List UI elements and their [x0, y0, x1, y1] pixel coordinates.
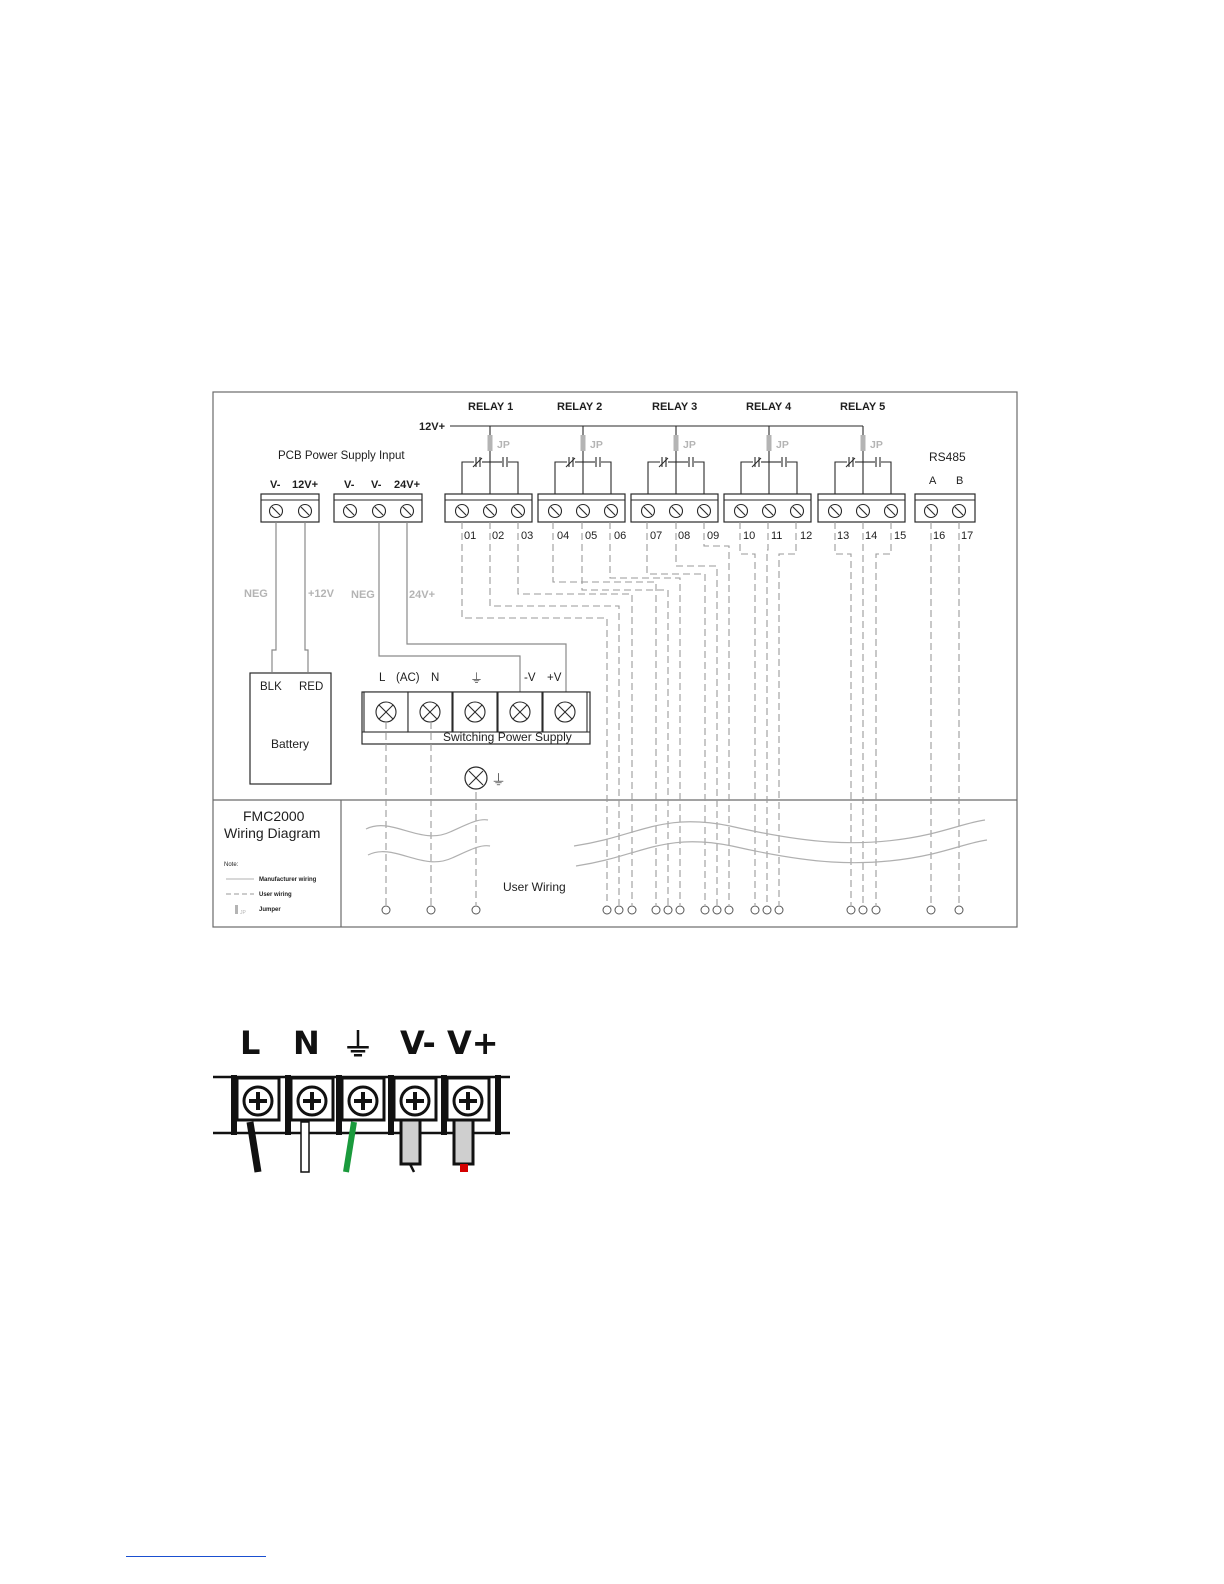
- detail-label-l: L: [240, 1024, 261, 1062]
- user-wire-13: [835, 522, 851, 905]
- psu-label-plus-v: +V: [547, 672, 562, 684]
- detail-wire-n: [301, 1122, 309, 1172]
- user-wire-12-end: [775, 906, 783, 914]
- user-wire-05-end: [664, 906, 672, 914]
- user-wire-05: [582, 522, 668, 905]
- wire-label-plus12: +12V: [308, 588, 334, 600]
- battery-blk-label: BLK: [260, 681, 282, 693]
- terminal-detail: [213, 1024, 510, 1172]
- legend-jumper-tag: JP: [240, 910, 246, 916]
- psu-label-ac: (AC): [396, 672, 420, 684]
- psu-label-l: L: [379, 672, 386, 684]
- terminal-number-03: 03: [521, 530, 534, 542]
- rs485-title: RS485: [929, 450, 966, 464]
- user-wire-15: [876, 522, 891, 905]
- relay-5-nc-slash: [846, 458, 855, 467]
- battery-label: Battery: [271, 737, 310, 751]
- terminal-number-15: 15: [894, 530, 907, 542]
- user-wire-15-end: [872, 906, 880, 914]
- relay-2-nc-slash: [566, 458, 575, 467]
- rail-label: 12V+: [419, 421, 445, 433]
- relay-3-jumper-label: JP: [683, 439, 696, 451]
- pcb-right-label-0: V-: [344, 479, 355, 491]
- psu-label: Switching Power Supply: [443, 730, 572, 744]
- battery-red-label: RED: [299, 681, 324, 693]
- detail-label-ground: ⏚: [342, 1026, 375, 1064]
- footer-rule: [126, 1556, 266, 1557]
- break-mark-right-top: [574, 820, 985, 846]
- break-mark-right-bottom: [576, 840, 987, 866]
- relay-group: [445, 401, 906, 542]
- detail-divider-end: [495, 1075, 501, 1135]
- detail-label-v-minus: V-: [400, 1024, 436, 1062]
- diagram-title-line2: Wiring Diagram: [224, 825, 321, 841]
- terminal-number-10: 10: [743, 530, 756, 542]
- user-wire-10-end: [751, 906, 759, 914]
- user-wire-09-end: [725, 906, 733, 914]
- user-wire-07-end: [701, 906, 709, 914]
- terminal-number-08: 08: [678, 530, 691, 542]
- user-wire-16-end: [927, 906, 935, 914]
- user-wire-17-end: [955, 906, 963, 914]
- user-wire-10: [740, 522, 755, 905]
- relay-4-jumper-label: JP: [776, 439, 789, 451]
- relay-4-label: RELAY 4: [746, 401, 792, 413]
- rs485-terminal-block: [915, 494, 975, 542]
- user-wire-14-end: [859, 906, 867, 914]
- psu-pos-wire: [407, 522, 566, 693]
- terminal-number-04: 04: [557, 530, 570, 542]
- relay-5-jumper: [861, 435, 866, 451]
- legend-note: Note:: [224, 862, 239, 868]
- terminal-number-09: 09: [707, 530, 720, 542]
- user-wire-06: [610, 522, 680, 905]
- chassis-ground-icon: ⏚: [491, 772, 507, 789]
- diagram-frame: [213, 392, 1017, 927]
- legend-user-label: User wiring: [259, 892, 292, 898]
- user-wire-08: [676, 522, 720, 905]
- pcb-right-label-1: V-: [371, 479, 382, 491]
- user-wire-04-end: [652, 906, 660, 914]
- wire-label-neg-2: NEG: [351, 589, 375, 601]
- detail-label-n: N: [293, 1024, 320, 1062]
- psu-neg-wire: [379, 522, 520, 693]
- user-wire-02-end: [615, 906, 623, 914]
- legend-jumper-label: Jumper: [259, 907, 281, 913]
- relay-1-nc-slash: [473, 458, 482, 467]
- terminal-number-16: 16: [933, 530, 946, 542]
- rs485-block: [915, 494, 975, 522]
- relay-2-label: RELAY 2: [557, 401, 603, 413]
- psu-label-minus-v: -V: [524, 672, 536, 684]
- diagram-title-line1: FMC2000: [243, 808, 305, 824]
- terminal-number-02: 02: [492, 530, 505, 542]
- terminal-number-11: 11: [771, 530, 783, 542]
- battery-neg-wire: [272, 522, 276, 672]
- relay-4-jumper: [767, 435, 772, 451]
- terminal-number-14: 14: [865, 530, 878, 542]
- break-mark-left-top: [366, 820, 488, 836]
- relay-5-jumper-label: JP: [870, 439, 883, 451]
- relay-2-jumper: [581, 435, 586, 451]
- pcb-left-label-1: 12V+: [292, 479, 318, 491]
- terminal-number-06: 06: [614, 530, 627, 542]
- user-wire-ground-end: [472, 906, 480, 914]
- terminal-number-17: 17: [961, 530, 974, 542]
- relay-3-label: RELAY 3: [652, 401, 698, 413]
- terminal-number-13: 13: [837, 530, 850, 542]
- terminal-number-01: 01: [464, 530, 477, 542]
- wire-label-neg-1: NEG: [244, 588, 268, 600]
- relay-1-jumper: [488, 435, 493, 451]
- detail-wire-v-minus: [401, 1120, 420, 1164]
- legend-manufacturer-label: Manufacturer wiring: [259, 877, 317, 883]
- terminal-number-05: 05: [585, 530, 598, 542]
- relay-3-jumper: [674, 435, 679, 451]
- detail-label-v-plus: V+: [447, 1024, 499, 1062]
- rs485-b-label: B: [956, 475, 964, 487]
- psu-label-ground: ⏚: [470, 671, 484, 686]
- user-wire-l-end: [382, 906, 390, 914]
- user-wire-01-end: [603, 906, 611, 914]
- terminal-number-12: 12: [800, 530, 813, 542]
- pcb-left-label-0: V-: [270, 479, 281, 491]
- user-wire-08-end: [713, 906, 721, 914]
- user-wire-11: [767, 522, 768, 905]
- relay-5-label: RELAY 5: [840, 401, 886, 413]
- user-wire-11-end: [763, 906, 771, 914]
- relay-1-jumper-label: JP: [497, 439, 510, 451]
- user-wire-03-end: [628, 906, 636, 914]
- relay-1-label: RELAY 1: [468, 401, 514, 413]
- user-wiring-label: User Wiring: [503, 880, 566, 894]
- terminal-number-07: 07: [650, 530, 663, 542]
- pcb-power-title: PCB Power Supply Input: [278, 450, 405, 462]
- user-wire-n-end: [427, 906, 435, 914]
- pcb-power-terminal-blocks: [261, 494, 422, 522]
- relay-4-nc-slash: [752, 458, 761, 467]
- user-wire-13-end: [847, 906, 855, 914]
- detail-wire-v-plus: [454, 1120, 473, 1164]
- pcb-right-label-2: 24V+: [394, 479, 420, 491]
- psu-label-n: N: [431, 672, 440, 684]
- user-wire-06-end: [676, 906, 684, 914]
- rs485-a-label: A: [929, 475, 937, 487]
- legend-jumper-icon: [235, 905, 238, 914]
- detail-wire-v-plus-tip: [460, 1164, 468, 1172]
- relay-2-jumper-label: JP: [590, 439, 603, 451]
- wire-label-plus24: 24V+: [409, 589, 435, 601]
- user-wire-07: [647, 522, 705, 905]
- user-wire-12: [779, 522, 796, 905]
- relay-3-nc-slash: [659, 458, 668, 467]
